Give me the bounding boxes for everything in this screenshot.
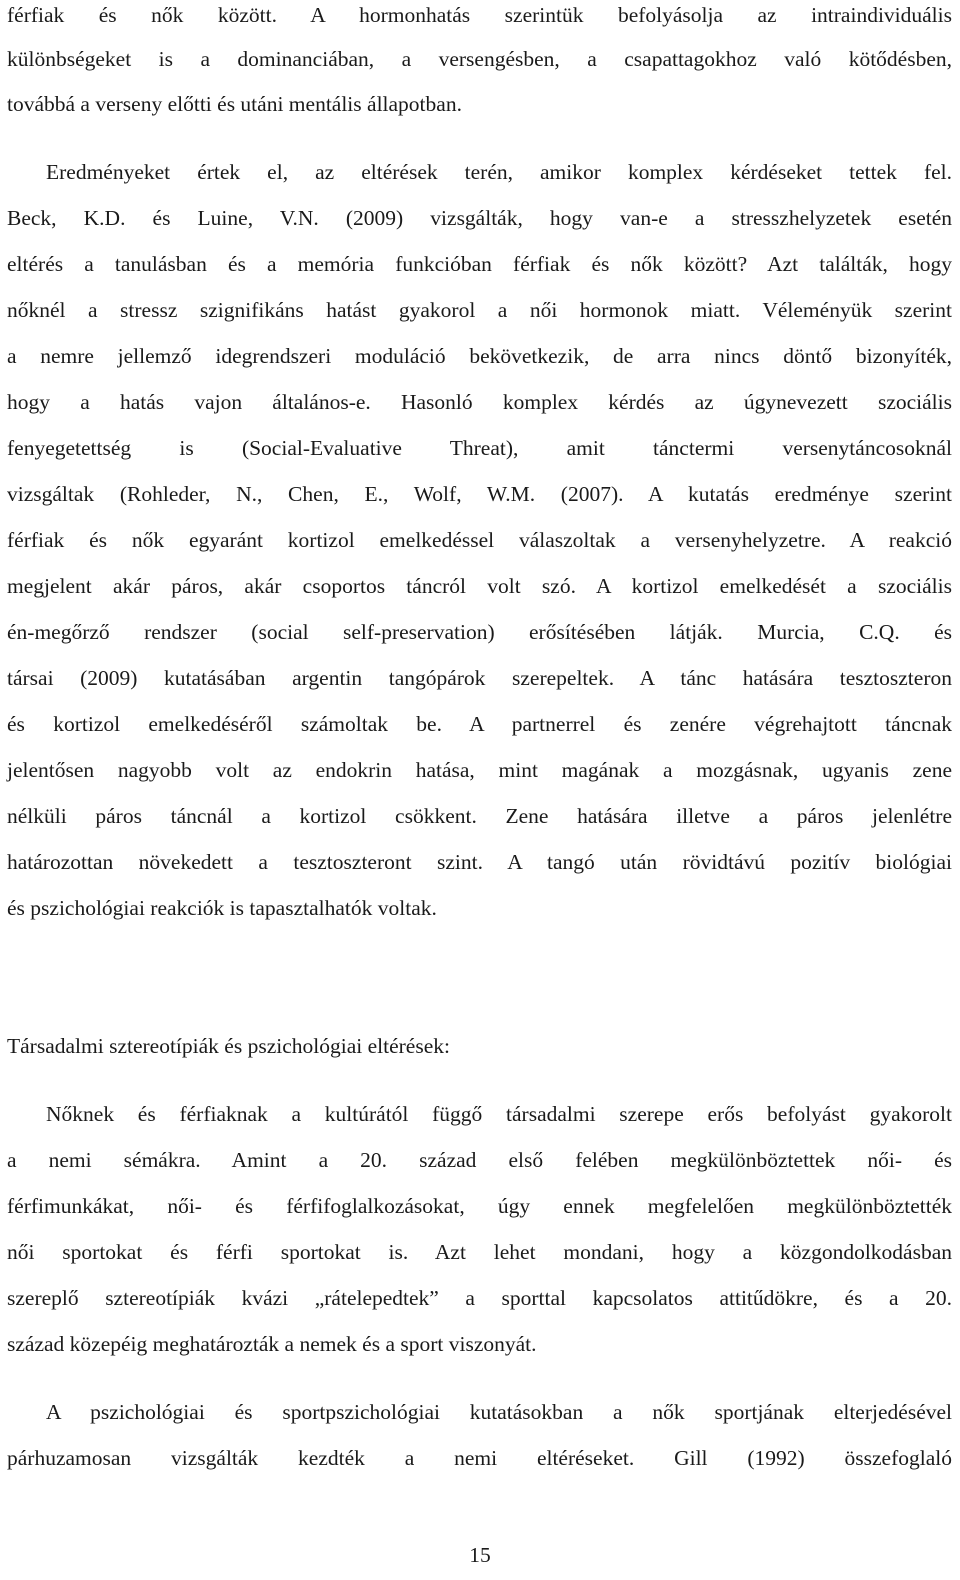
text-line: vizsgáltak (Rohleder, N., Chen, E., Wolf, W.M. (2007). A kutatás eredménye szerint — [7, 482, 952, 506]
text-line: én-megőrző rendszer (social self-preservation) erősítésében látják. Murcia, C.Q. és — [7, 620, 952, 644]
text-line: szereplő sztereotípiák kvázi „rátelepedtek” a sporttal kapcsolatos attitűdökre, és a 20. — [7, 1286, 952, 1310]
text-line: nélküli páros táncnál a kortizol csökkent. Zene hatására illetve a páros jelenlétre — [7, 804, 952, 828]
text-line: a nemre jellemző idegrendszeri moduláció bekövetkezik, de arra nincs döntő bizonyíték, — [7, 344, 952, 368]
text-line: párhuzamosan vizsgálták kezdték a nemi eltéréseket. Gill (1992) összefoglaló — [7, 1446, 952, 1470]
section-heading: Társadalmi sztereotípiák és pszichológiai eltérések: — [7, 1034, 450, 1058]
text-line: A pszichológiai és sportpszichológiai kutatásokban a nők sportjának elterjedésével — [46, 1400, 952, 1424]
page-number: 15 — [469, 1543, 491, 1567]
text-line: nőknél a stressz szignifikáns hatást gyakorol a női hormonok miatt. Véleményük szerint — [7, 298, 952, 322]
text-line: és pszichológiai reakciók is tapasztalhatók voltak. — [7, 896, 437, 920]
text-line: különbségeket is a dominanciában, a versengésben, a csapattagokhoz való kötődésben, — [7, 47, 952, 71]
text-line: megjelent akár páros, akár csoportos táncról volt szó. A kortizol emelkedését a szociális — [7, 574, 952, 598]
text-line: férfiak és nők egyaránt kortizol emelkedéssel válaszoltak a versenyhelyzetre. A reakció — [7, 528, 952, 552]
text-line: a nemi sémákra. Amint a 20. század első felében megkülönböztettek női- és — [7, 1148, 952, 1172]
text-line: század közepéig meghatározták a nemek és a sport viszonyát. — [7, 1332, 537, 1356]
text-line: társai (2009) kutatásában argentin tangópárok szerepeltek. A tánc hatására tesztoszteron — [7, 666, 952, 690]
text-line: fenyegetettség is (Social-Evaluative Threat), amit tánctermi versenytáncosoknál — [7, 436, 952, 460]
text-line: és kortizol emelkedéséről számoltak be. A partnerrel és zenére végrehajtott táncnak — [7, 712, 952, 736]
text-line: Nőknek és férfiaknak a kultúrától függő társadalmi szerepe erős befolyást gyakorolt — [46, 1102, 952, 1126]
text-line: eltérés a tanulásban és a memória funkcióban férfiak és nők között? Azt találták, hogy — [7, 252, 952, 276]
text-line: női sportokat és férfi sportokat is. Azt lehet mondani, hogy a közgondolkodásban — [7, 1240, 952, 1264]
text-line: férfiak és nők között. A hormonhatás szerintük befolyásolja az intraindividuális — [7, 3, 952, 27]
text-line: férfimunkákat, női- és férfifoglalkozásokat, úgy ennek megfelelően megkülönböztették — [7, 1194, 952, 1218]
text-line: hogy a hatás vajon általános-e. Hasonló komplex kérdés az úgynevezett szociális — [7, 390, 952, 414]
text-line: továbbá a verseny előtti és utáni mentális állapotban. — [7, 92, 462, 116]
text-line: Eredményeket értek el, az eltérések terén, amikor komplex kérdéseket tettek fel. — [46, 160, 952, 184]
text-line: jelentősen nagyobb volt az endokrin hatása, mint magának a mozgásnak, ugyanis zene — [7, 758, 952, 782]
text-line: határozottan növekedett a tesztoszteront szint. A tangó után rövidtávú pozitív biológiai — [7, 850, 952, 874]
text-line: Beck, K.D. és Luine, V.N. (2009) vizsgálták, hogy van-e a stresszhelyzetek esetén — [7, 206, 952, 230]
